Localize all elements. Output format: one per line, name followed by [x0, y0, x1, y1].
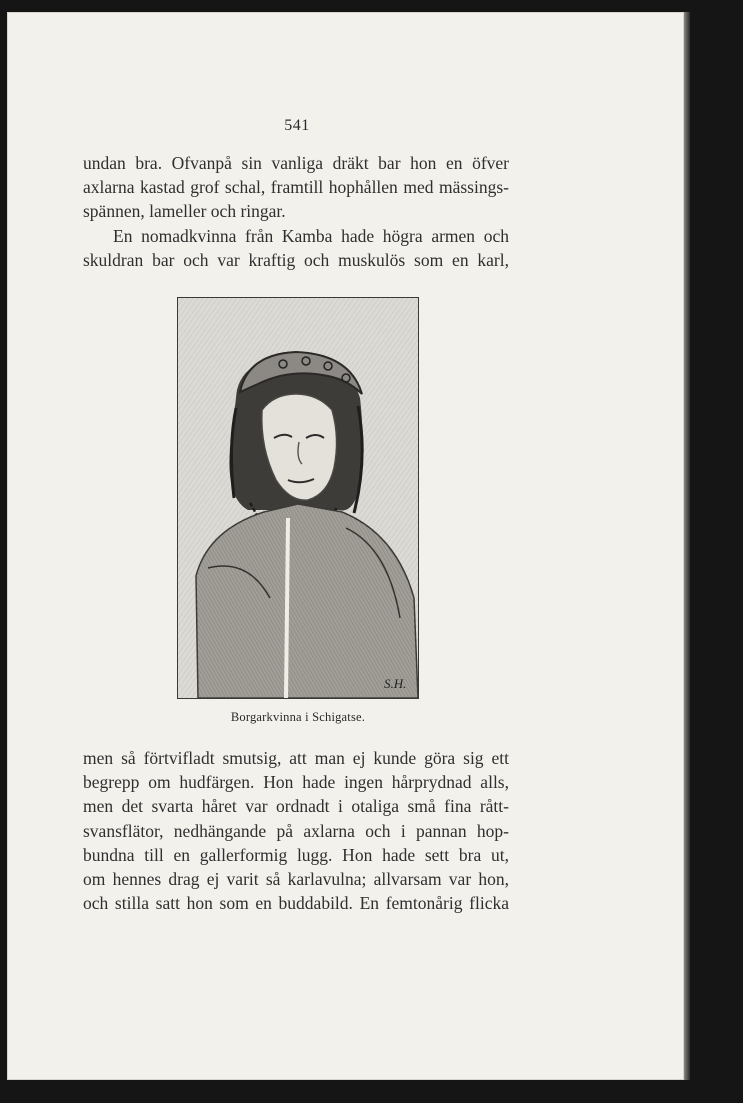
paragraph-block-top — [83, 151, 509, 272]
portrait-drawing — [178, 298, 418, 698]
text-line: bundna till en gallerformig lugg. Hon hade sett bra ut, — [83, 844, 509, 865]
book-page — [7, 12, 684, 1080]
text-line: undan bra. Ofvanpå sin vanliga dräkt bar hon en öfver — [83, 153, 509, 173]
text-line: axlarna kastad grof schal, framtill hophållen med mässings- — [83, 177, 509, 198]
text-line: men så förtvifladt smutsig, att man ej kunde göra sig ett — [83, 748, 509, 768]
page-number: 541 — [284, 117, 310, 134]
figure-caption: Borgarkvinna i Schigatse. — [230, 710, 366, 724]
portrait-illustration — [177, 297, 419, 699]
text-line: svansflätor, nedhängande på axlarna och i pannan hop- — [83, 820, 509, 841]
text-line: skuldran bar och var kraftig och muskulös som en karl, — [83, 249, 509, 270]
page-edge-shadow — [684, 12, 690, 1080]
text-line: begrepp om hudfärgen. Hon hade ingen hårprydnad alls, — [83, 772, 509, 793]
text-line: spännen, lameller och ringar. — [83, 201, 286, 222]
text-line: om hennes drag ej varit så karlavulna; allvarsam var hon, — [83, 869, 509, 890]
text-line: och stilla satt hon som en buddabild. En femtonårig flicka — [83, 893, 509, 914]
text-line: En nomadkvinna från Kamba hade högra armen och — [113, 225, 509, 246]
garment-opening — [286, 518, 288, 698]
artist-signature: S.H. — [384, 676, 407, 691]
paragraph-block-bottom — [83, 746, 509, 915]
text-line: men det svarta håret var ordnadt i otaliga små fina rått- — [83, 796, 509, 817]
